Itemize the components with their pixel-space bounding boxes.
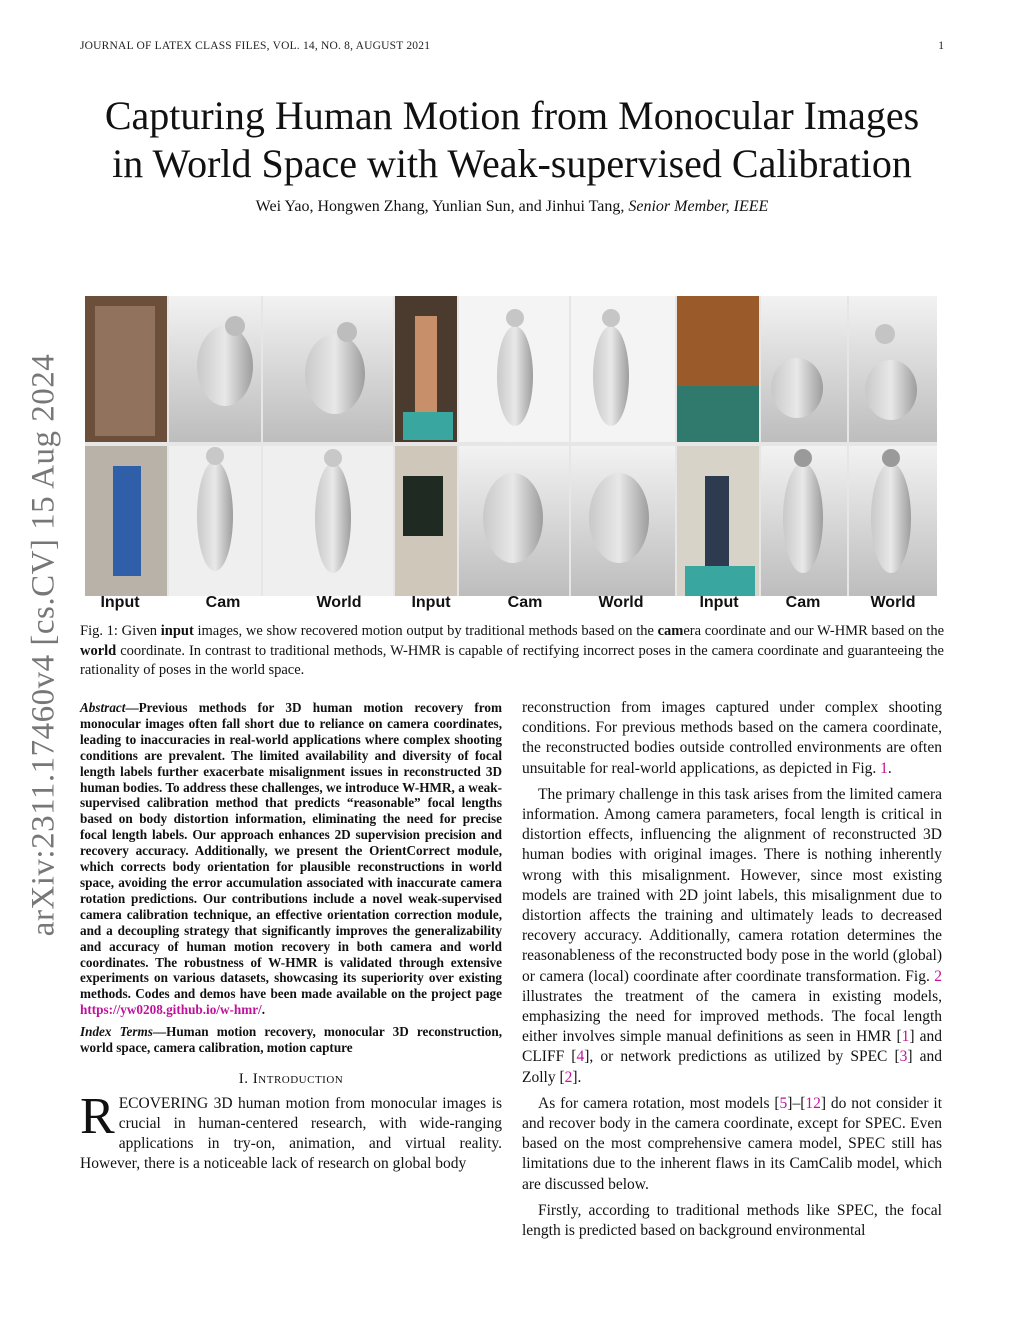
figure-panels xyxy=(85,296,937,596)
page-number: 1 xyxy=(938,40,944,52)
title-line-1: Capturing Human Motion from Monocular Images xyxy=(104,93,920,138)
right-column xyxy=(522,698,942,1247)
label-cam-3: Cam xyxy=(785,594,821,611)
label-world-3: World xyxy=(870,594,916,611)
label-world-2: World xyxy=(598,594,644,611)
label-input-2: Input xyxy=(411,594,451,611)
paragraph-4: Firstly, according to traditional methods like SPEC, the focal length is predicted based on background environmental xyxy=(522,1201,942,1240)
label-cam-2: Cam xyxy=(507,594,543,611)
running-header: JOURNAL OF LATEX CLASS FILES, VOL. 14, NO. 8, AUGUST 2021 xyxy=(80,40,431,52)
drop-cap: R xyxy=(80,1087,115,1145)
figure-column-labels xyxy=(85,594,937,616)
label-input-3: Input xyxy=(699,594,739,611)
row-2 xyxy=(85,446,937,596)
citation-5[interactable]: 5 xyxy=(779,1094,788,1112)
index-terms-label: Index Terms xyxy=(80,1024,153,1040)
figure-caption: Fig. 1: Given input images, we show recovered motion output by traditional methods based on the camera coordinate and our W-HMR based on the world coordinate. In contrast to traditional methods, W-HMR is capable of rectifying incorrect poses in the camera coordinate and guaranteeing the rationality of poses in the world space. xyxy=(80,623,945,678)
index-terms: Index Terms—Human motion recovery, monocular 3D reconstruction, world space, camera calibration, motion capture xyxy=(80,1024,502,1056)
arxiv-identifier: arXiv:2311.17460v4 [cs.CV] 15 Aug 2024 xyxy=(25,353,62,937)
author-role: Senior Member, IEEE xyxy=(628,198,769,215)
ref-fig-2[interactable]: 2 xyxy=(934,967,942,985)
abstract-label: Abstract xyxy=(80,700,126,715)
citation-3[interactable]: 3 xyxy=(899,1048,908,1066)
teaser-figure xyxy=(85,296,937,596)
arxiv-sidebar xyxy=(14,345,74,945)
title-line-2: in World Space with Weak-supervised Calibration xyxy=(112,141,912,186)
citation-4[interactable]: 4 xyxy=(576,1048,585,1066)
author-names: Wei Yao, Hongwen Zhang, Yunlian Sun, and Jinhui Tang, xyxy=(255,198,625,215)
label-input-1: Input xyxy=(100,594,140,611)
section-heading-introduction: I. Introduction xyxy=(238,1070,344,1087)
citation-12[interactable]: 12 xyxy=(805,1094,821,1112)
ref-fig-1[interactable]: 1 xyxy=(880,759,888,777)
label-world-1: World xyxy=(316,594,362,611)
citation-2[interactable]: 2 xyxy=(564,1068,573,1086)
author-list xyxy=(60,198,964,216)
row-1 xyxy=(85,296,937,442)
left-column xyxy=(80,700,502,1175)
label-cam-1: Cam xyxy=(205,594,241,611)
paragraph-1: reconstruction from images captured under complex shooting conditions. For previous methods based on the camera coordinate, the reconstructed bodies outside controlled environments are often unsuitable for real-world applications, as depicted in Fig. 1. xyxy=(522,699,942,777)
project-page-link[interactable]: https://yw0208.github.io/w-hmr/ xyxy=(80,1002,262,1018)
citation-1[interactable]: 1 xyxy=(901,1028,910,1046)
paragraph-2: The primary challenge in this task arises from the limited camera information. Among camera parameters, focal length is critical in distortion effects, influencing the alignment of reconstructed 3D human bodies with original images. There is nothing inherently wrong with this misalignment. However, since most existing models are trained with 2D joint labels, this misalignment due to distortion affects the training and ultimately leads to decreased recovery accuracy. Additionally, camera rotation determines the reasonableness of the reconstructed body pose in the world (global) or camera (local) coordinate after coordinate transformation. Fig. 2 illustrates the treatment of the camera in existing models, emphasizing the need for improved methods. The focal length either involves simple manual definitions as seen in HMR [1] and CLIFF [4], or network predictions as utilized by SPEC [3] and Zolly [2]. xyxy=(522,785,943,1086)
paper-title xyxy=(60,92,964,188)
introduction-paragraph: RECOVERING 3D human motion from monocular images is crucial in human-centered research, with wide-ranging applications in try-on, animation, and virtual reality. However, there is a noticeable lack of research on global body xyxy=(80,1087,502,1173)
abstract: Abstract—Previous methods for 3D human motion recovery from monocular images often fall short due to reliance on camera coordinates, leading to inaccuracies in real-world applications where complex shooting conditions are prevalent. The limited availability and diversity of focal length labels further exacerbate misalignment issues in reconstructed 3D human bodies. To address these challenges, we introduce W-HMR, a weak-supervised calibration method that predicts “reasonable” focal lengths based on body distortion information, eliminating the need for precise focal length labels. Our approach enhances 2D supervision precision and recovery accuracy. Additionally, we present the OrientCorrect module, which corrects body orientation for plausible reconstructions in world space, avoiding the error accumulation associated with inaccurate camera rotation predictions. Our contributions include a novel weak-supervised camera calibration technique, an effective orientation correction module, and a decoupling strategy that significantly improves the generalizability and accuracy of human motion recovery in both camera and world coordinates. The robustness of W-HMR is validated through extensive experiments on various datasets, showcasing its superiority over existing methods. Codes and demos have been made available on the project page https://yw0208.github.io/w-hmr/. xyxy=(80,700,502,1018)
paragraph-3: As for camera rotation, most models [5]–[12] do not consider it and recover body in the camera coordinate, except for SPEC. Even based on the most comprehensive camera model, SPEC still has limitations due to the inherent flaws in its CamCalib model, which are discussed below. xyxy=(522,1094,942,1193)
